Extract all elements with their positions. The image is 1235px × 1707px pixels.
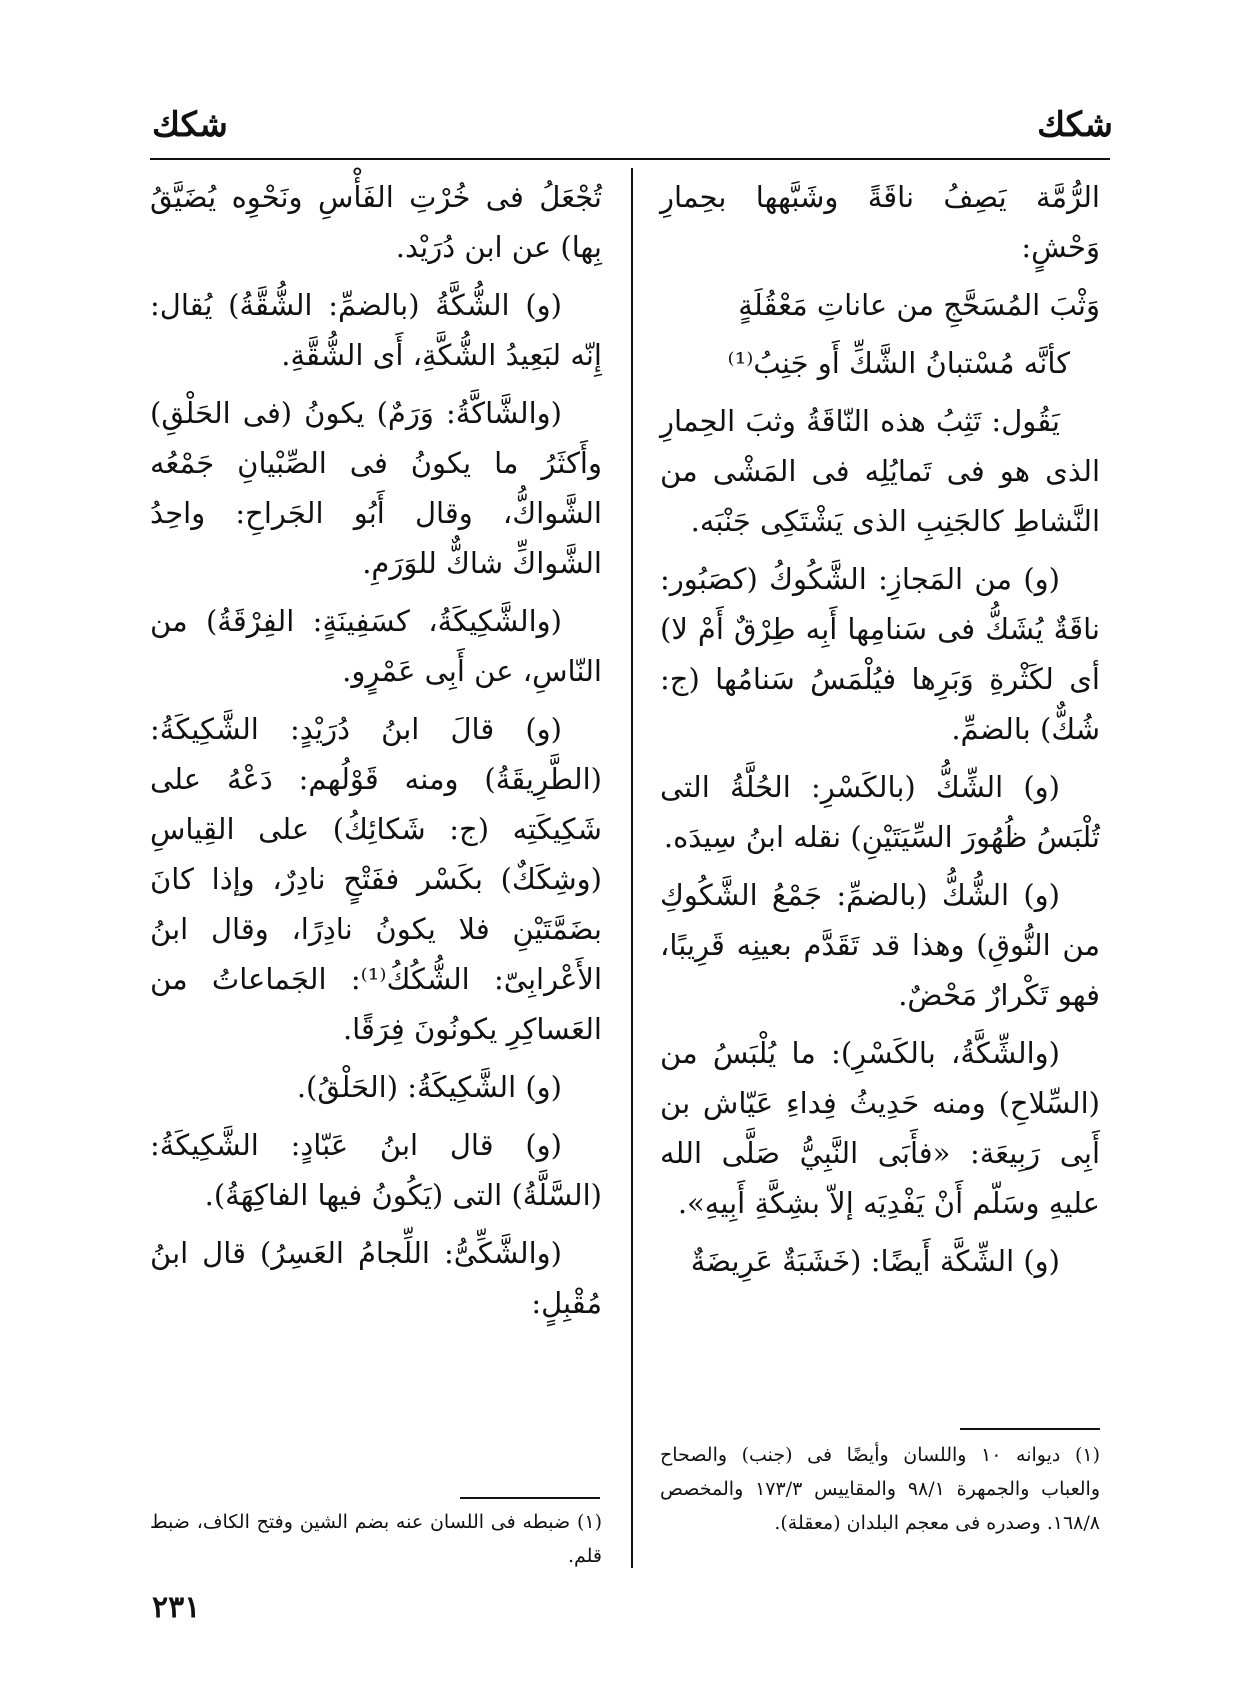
paragraph: (و) قالَ ابنُ دُرَيْدٍ: الشَّكِيكَةُ: (الطَّرِيقَةُ) ومنه قَوْلُهم: دَعْهُ على شَكِيكَتِه (ج: شَكائِكُ) على القِياسِ (وشِكَكٌ) بكَسْر ففَتْحٍ نادِرٌ، وإذا كانَ بضَمَّتَيْنِ فلا يكونُ نادِرًا، وقال ابنُ الأَعْرابِىّ: الشُّكُكُ⁽¹⁾: الجَماعاتُ من العَساكِرِ يكونُونَ فِرَقًا. xyxy=(150,712,602,1046)
paragraph: (والشَّكِّىُّ: اللِّجامُ العَسِرُ) قال ابنُ مُقْبِلٍ: xyxy=(150,1236,602,1320)
footnote-right: (١) ديوانه ١٠ واللسان وأيضًا فى (جنب) والصحاح والعباب والجمهرة ٩٨/١ والمقاييس ١٧٣/٣ والمخصص ١٦٨/٨. وصدره فى معجم البلدان (معقلة). xyxy=(660,1444,1101,1534)
paragraph: (و) الشُّكُّ (بالضمِّ: جَمْعُ الشَّكُوكِ من النُّوقِ) وهذا قد تَقَدَّم بعينِه قَرِيبًا، فهو تَكْرارٌ مَحْضٌ. xyxy=(660,878,1100,1012)
page-number: ٢٣١ xyxy=(152,1590,201,1625)
right-column xyxy=(660,172,1100,1294)
paragraph: الرُّمَّة يَصِفُ ناقَةً وشَبَّهها بحِمارِ وَحْشٍ: xyxy=(660,180,1100,264)
left-column xyxy=(150,172,602,1336)
paragraph: (والشَّكِيكَةُ، كسَفِينَةٍ: الفِرْقَةُ) من النّاسِ، عن أَبِى عَمْرٍو. xyxy=(150,604,602,688)
footnote-separator xyxy=(460,1497,600,1499)
paragraph: (و) الشُّكَّةُ (بالضمِّ: الشُّقَّةُ) يُقال: إِنّه لبَعِيدُ الشُّكَّةِ، أَى الشُّقَّةِ. xyxy=(150,288,602,372)
paragraph: (والشَّاكَّةُ: وَرَمٌ) يكونُ (فى الحَلْقِ) وأَكثَرُ ما يكونُ فى الصِّبْيانِ جَمْعُه الشَّواكُّ، وقال أَبُو الجَراحِ: واحِدُ الشَّواكِّ شاكٌّ للوَرَمِ. xyxy=(150,396,602,580)
paragraph: (و) من المَجازِ: الشَّكُوكُ (كصَبُور: ناقَةٌ يُشَكُّ فى سَنامِها أَبِه طِرْقٌ أَمْ لا) أى لكَثْرةِ وَبَرِها فيُلْمَسُ سَنامُها (ج: شُكٌّ) بالضمِّ. xyxy=(660,562,1100,746)
footnote-separator xyxy=(960,1428,1100,1430)
paragraph: يَقُول: تَثِبُ هذه النّاقَةُ وثبَ الحِمارِ الذى هو فى تَمايُلِه فى المَشْى من النَّشاطِ كالجَنِبِ الذى يَشْتَكِى جَنْبَه. xyxy=(660,404,1100,538)
paragraph: (و) الشِّكُّ (بالكَسْرِ: الحُلَّةُ التى تُلْبَسُ ظُهُورَ السِّيَتَيْنِ) نقله ابنُ سِيدَه. xyxy=(660,770,1100,854)
verse-line: كأنَّه مُسْتبانُ الشَّكِّ أَو جَنِبُ⁽¹⁾ xyxy=(727,346,1070,380)
verse-line: وَثْبَ المُسَحَّجِ من عاناتِ مَعْقُلَةٍ xyxy=(738,288,1100,322)
running-head-left: شكك xyxy=(152,105,228,145)
paragraph: تُجْعَلُ فى خُرْتِ الفَأْسِ ونَحْوِه يُضَيَّقُ بِها) عن ابن دُرَيْد. xyxy=(150,180,602,264)
running-head-right: شكك xyxy=(1037,105,1113,145)
column-divider xyxy=(631,168,633,1568)
paragraph: (و) الشَّكِيكَةُ: (الحَلْقُ). xyxy=(296,1070,562,1104)
header-rule xyxy=(150,158,1110,160)
footnote-left: (١) ضبطه فى اللسان عنه بضم الشين وفتح الكاف، ضبط قلم. xyxy=(150,1511,602,1567)
paragraph: (و) الشِّكَّة أَيضًا: (خَشَبَةٌ عَرِيضَةٌ xyxy=(690,1244,1060,1278)
paragraph: (والشِّكَّةُ، بالكَسْرِ): ما يُلْبَسُ من (السِّلاحِ) ومنه حَدِيثُ فِداءِ عَيّاش بن أَبِى رَبِيعَة: «فأَبَى النَّبِيُّ صَلَّى الله عليهِ وسَلّم أَنْ يَفْدِيَه إلاّ بشِكَّةِ أَبِيهِ». xyxy=(660,1036,1100,1220)
paragraph: (و) قال ابنُ عَبّادٍ: الشَّكِيكَةُ: (السَّلَّةُ) التى (يَكُونُ فيها الفاكِهَةُ). xyxy=(150,1128,602,1212)
